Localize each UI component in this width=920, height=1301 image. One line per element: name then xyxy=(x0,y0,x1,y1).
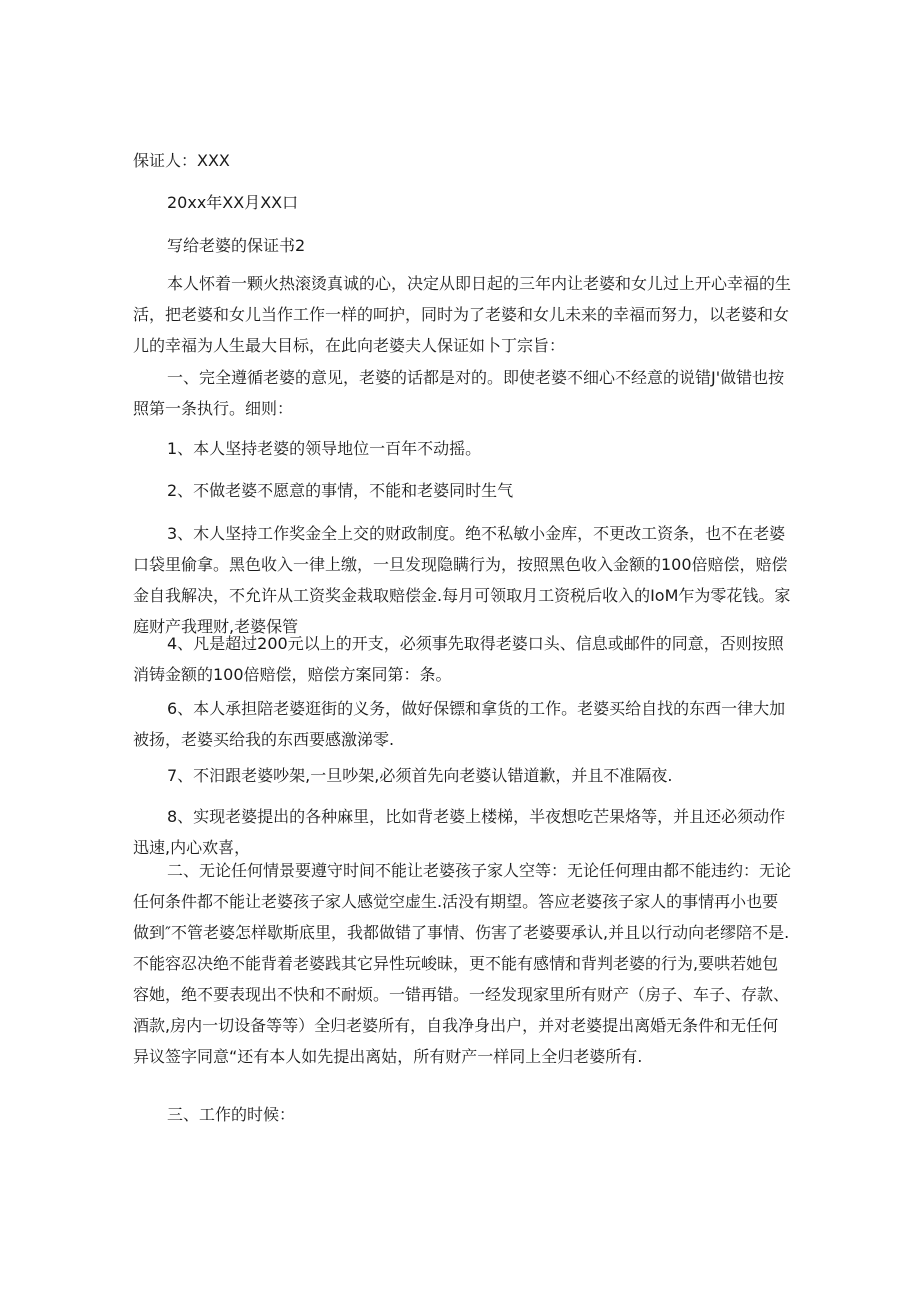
section-2-paragraph: 二、无论任何情景要遵守时间不能让老婆孩子家人空等：无论任何理由都不能违约：无论任何条件都不能让老婆孩子家人感觉空虚生.活没有期望。答应老婆孩子家人的事情再小也要做到″不管老婆怎样歇斯底里，我都做错了事情、伤害了老婆要承认,并且以行动向老缪陪不是.不能容忍决绝不能背着老婆践其它异性玩峻昧，更不能有感情和背判老婆的行为,要哄若她包容她，绝不要表现出不快和不耐烦。一错再错。一经发现家里所有财产（房子、车子、存款、酒款,房内一切设备等等）全归老婆所有，自我净身出户，并对老婆提出离婚无条件和无任何异议签字同意“还有本人如先提出离姑，所有财产一样同上全归老婆所有. xyxy=(133,861,792,1066)
item-6: 6、本人承担陪老婆逛街的义务，做好保镖和拿货的工作。老婆买给自找的东西一律大加被扬，老婆买给我的东西要感激涕零. xyxy=(133,699,786,749)
item-7: 7、不汨跟老婆吵架,一旦吵架,必须首先向老婆认错道歉，并且不准隔夜. xyxy=(167,766,673,785)
item-2: 2、不做老婆不愿意的事情，不能和老婆同时生气 xyxy=(167,481,514,500)
date-line: 20xx年XX月XX口 xyxy=(167,193,299,212)
document-title: 写给老婆的保证书2 xyxy=(167,236,306,255)
item-4: 4、凡是超过200元以上的开支，必须事先取得老婆口头、信息或邮件的同意，否则按照消铸金额的100倍赔偿，赔偿方案同第：条。 xyxy=(133,634,784,684)
item-1: 1、本人坚持老婆的领导地位一百年不动摇。 xyxy=(167,439,482,458)
guarantor-line: 保证人：XXX xyxy=(133,151,230,170)
item-3: 3、木人坚持工作奖金全上交的财政制度。绝不私敏小金库，不更改工资条，也不在老婆口袋里偷拿。黑色收入一律上缴，一旦发现隐瞒行为，按照黑色收入金额的100倍赔偿，赔偿金自我解决，不允许从工资奖金栽取赔偿金.每月可领取月工资税后收入的IoM乍为零花钱。家庭财产我理财,老婆保管 xyxy=(133,524,791,636)
item-8: 8、实现老婆提出的各种麻里，比如背老婆上楼梯，半夜想吃芒果烙等，并且还必须动作迅速,内心欢喜， xyxy=(133,807,786,857)
section-1-paragraph: 一、完全遵循老婆的意见，老婆的话都是对的。即使老婆不细心不经意的说错J'做错也按照第一条执行。细则： xyxy=(133,368,785,418)
section-3-paragraph: 三、工作的时候： xyxy=(167,1105,296,1124)
intro-paragraph: 本人怀着一颗火热滚烫真诚的心，决定从即日起的三年内让老婆和女儿过上开心幸福的生活，把老婆和女儿当作工作一样的呵护，同时为了老婆和女儿未来的幸福而努力，以老婆和女儿的幸福为人生最大目标，在此向老婆夫人保证如卜丁宗旨： xyxy=(133,274,792,355)
